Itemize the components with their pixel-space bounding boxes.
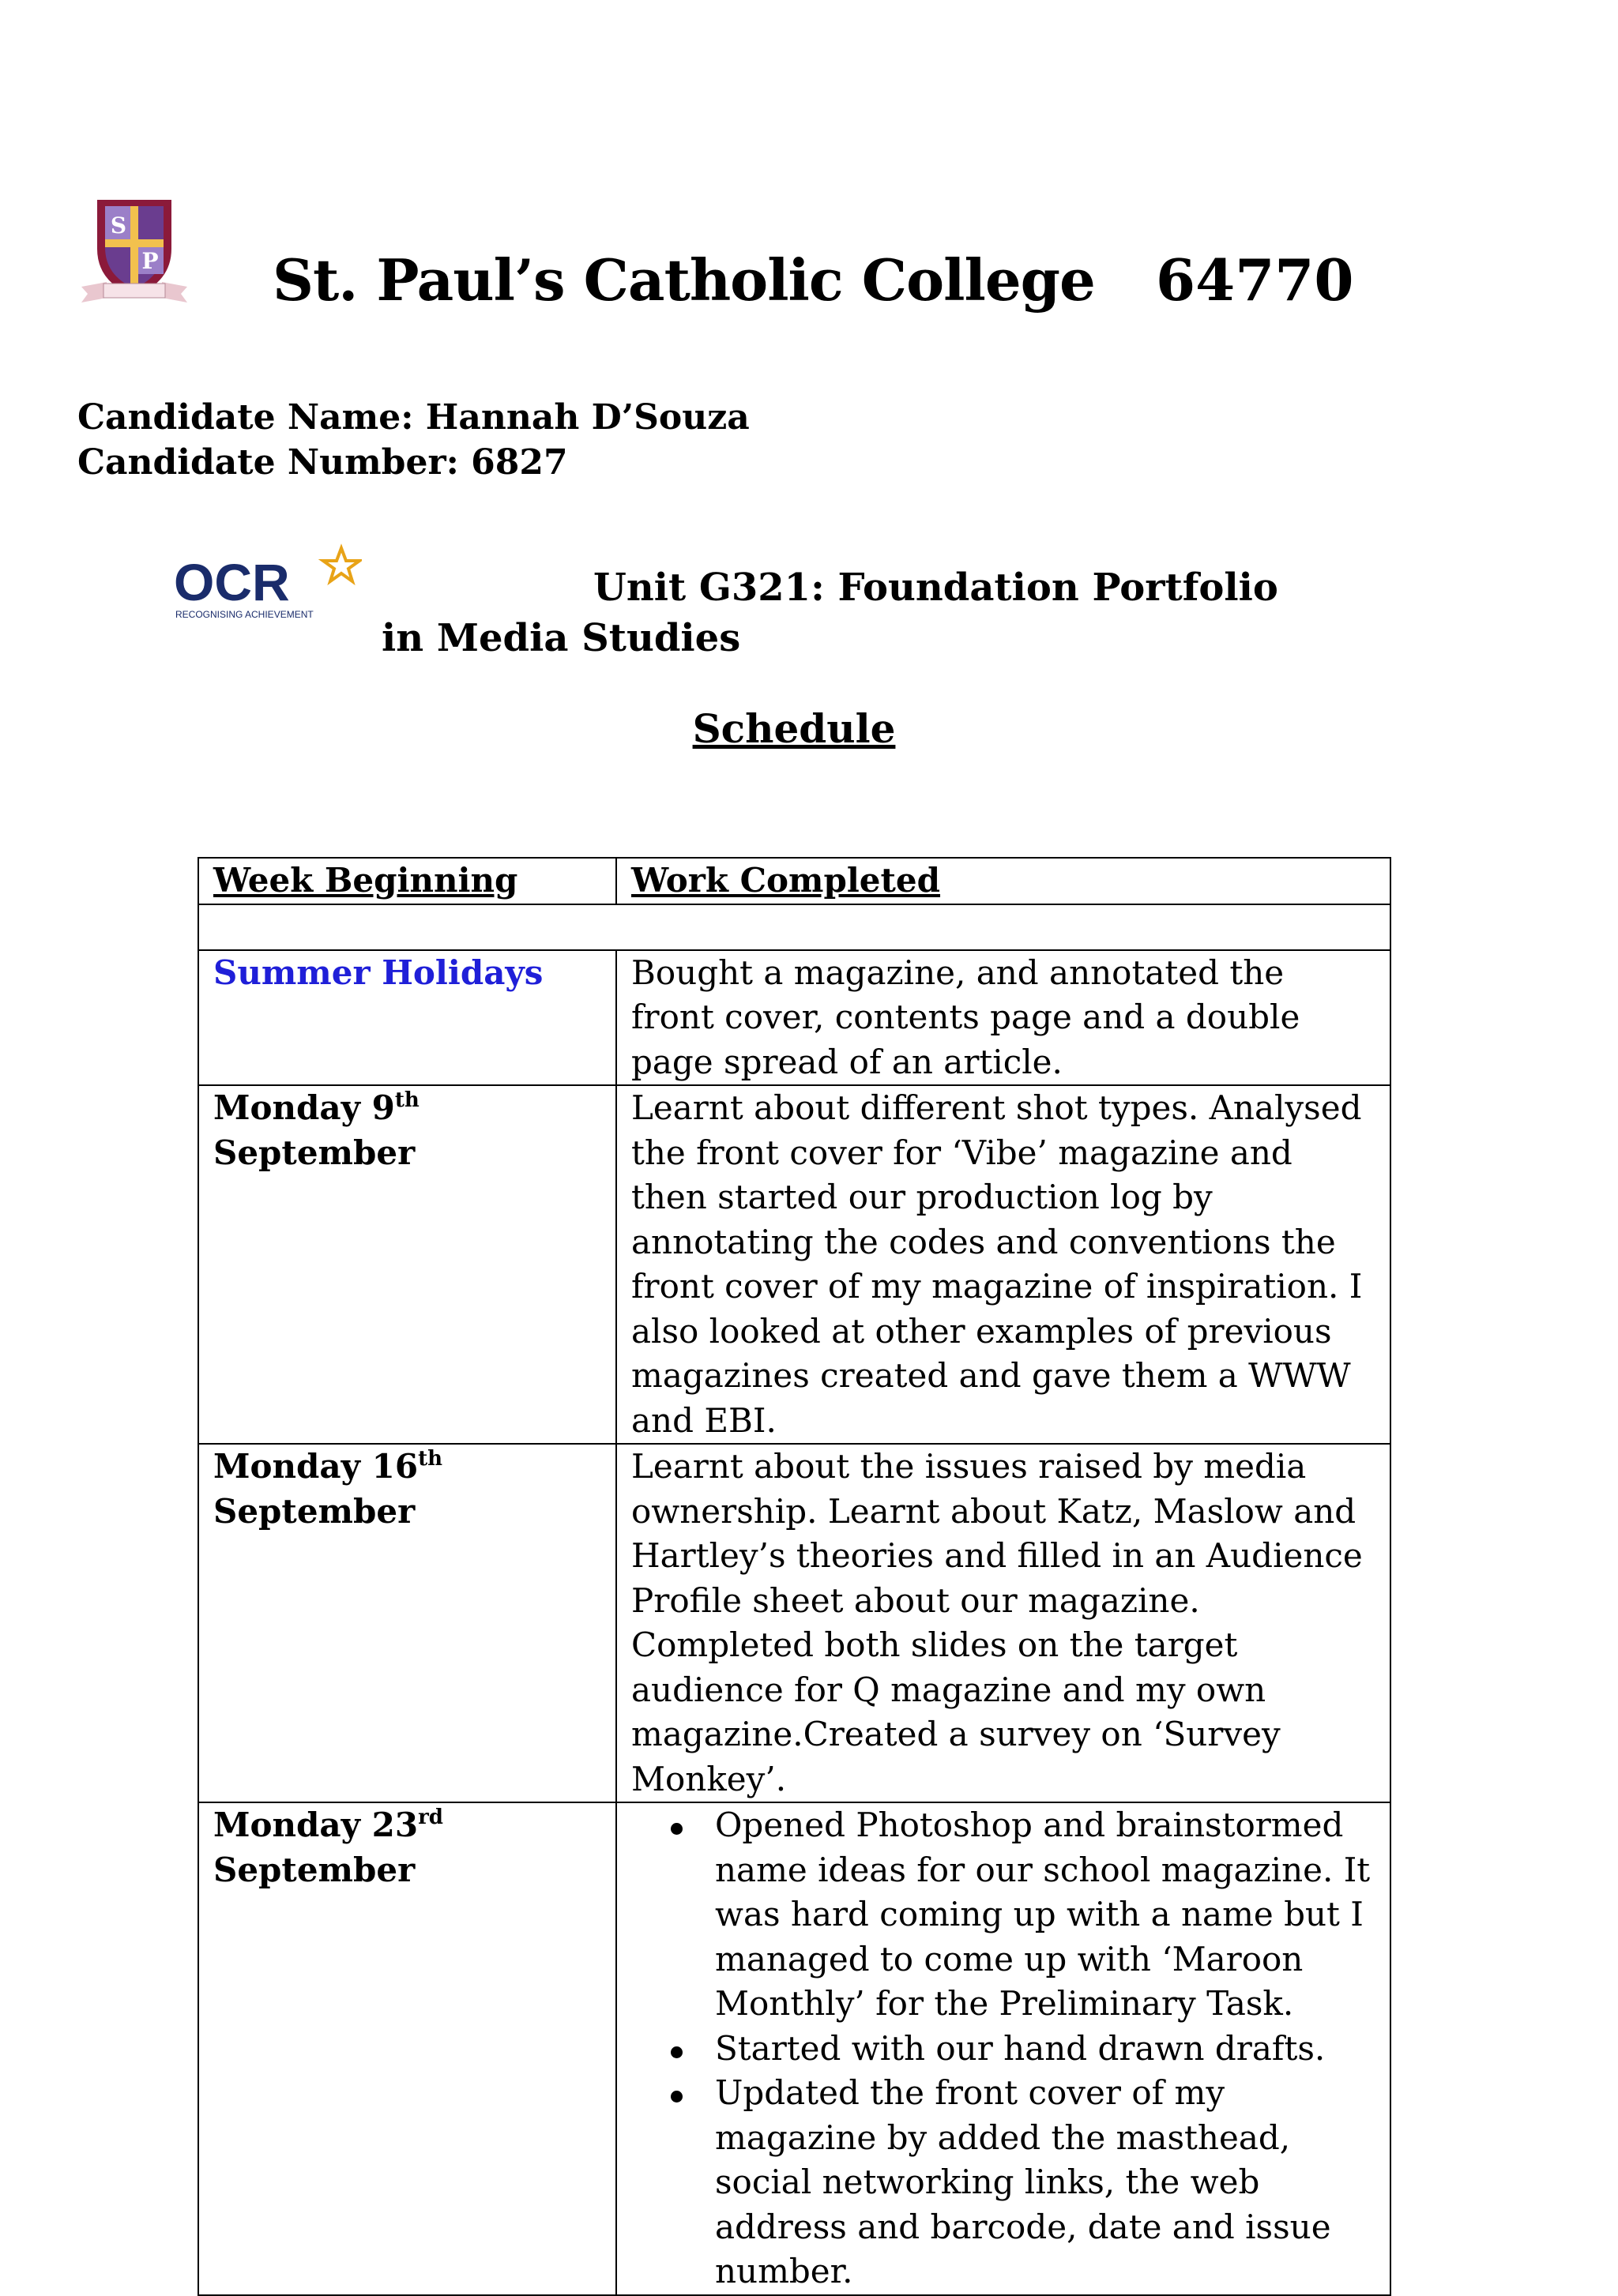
week-month: September <box>213 1850 416 1889</box>
week-ordinal: th <box>418 1447 443 1471</box>
work-cell: Learnt about the issues raised by media ownership. Learnt about Katz, Maslow and Hartley’s theories and filled in an Audience Profile sheet about our magazine. Completed both slides on the target audience for Q magazine and my own magazine.Created a survey on ‘Survey Monkey’. <box>616 1444 1390 1802</box>
week-cell <box>198 950 616 1086</box>
schedule-title: Schedule <box>692 705 896 752</box>
list-item: Started with our hand drawn drafts. <box>715 2027 1375 2072</box>
ocr-logo-icon <box>172 537 362 624</box>
table-empty-row <box>198 904 1390 950</box>
crest-letter-p: P <box>141 248 159 274</box>
week-label: Summer Holidays <box>213 953 544 992</box>
week-month: September <box>213 1133 416 1172</box>
table-row <box>198 1085 1390 1444</box>
table-row <box>198 1444 1390 1802</box>
work-cell: Bought a magazine, and annotated the front cover, contents page and a double page spread of an article. <box>616 950 1390 1086</box>
table-row <box>198 1802 1390 2295</box>
school-crest-icon <box>75 194 194 308</box>
week-ordinal: rd <box>418 1806 443 1829</box>
week-ordinal: th <box>394 1088 420 1112</box>
crest-letter-s: S <box>110 212 127 239</box>
week-day: Monday 9 <box>213 1088 395 1127</box>
week-cell <box>198 1802 616 2295</box>
week-day: Monday 23 <box>213 1806 419 1844</box>
work-bullet-list <box>631 1803 1375 2294</box>
work-cell: Learnt about different shot types. Analysed the front cover for ‘Vibe’ magazine and then started our production log by annotating the codes and conventions the front cover of my magazine of inspiration. I also looked at other examples of previous magazines created and gave them a WWW and EBI. <box>616 1085 1390 1444</box>
unit-title: Unit G321: Foundation Portfolio in Media Studies <box>382 566 1278 660</box>
college-name: St. Paul’s Catholic College <box>273 246 1095 314</box>
list-item: Updated the front cover of my magazine by added the masthead, social networking links, the web address and barcode, date and issue number. <box>715 2071 1375 2294</box>
centre-number: 64770 <box>1156 246 1354 314</box>
week-cell <box>198 1444 616 1802</box>
list-item: Opened Photoshop and brainstormed name ideas for our school magazine. It was hard coming up with a name but I managed to come up with ‘Maroon Monthly’ for the Preliminary Task. <box>715 1803 1375 2027</box>
table-row <box>198 950 1390 1086</box>
ocr-logo-text: OCR <box>174 553 290 611</box>
header-work-completed: Work Completed <box>616 858 1390 904</box>
week-cell <box>198 1085 616 1444</box>
empty-cell <box>198 904 1390 950</box>
table-header-row <box>198 858 1390 904</box>
week-month: September <box>213 1491 416 1531</box>
work-cell <box>616 1802 1390 2295</box>
header-week-beginning: Week Beginning <box>198 858 616 904</box>
candidate-number: Candidate Number: 6827 <box>77 442 568 483</box>
ocr-logo-tagline: RECOGNISING ACHIEVEMENT <box>175 609 314 620</box>
schedule-table <box>198 857 1391 2296</box>
candidate-name: Candidate Name: Hannah D’Souza <box>77 397 750 438</box>
week-day: Monday 16 <box>213 1447 419 1486</box>
